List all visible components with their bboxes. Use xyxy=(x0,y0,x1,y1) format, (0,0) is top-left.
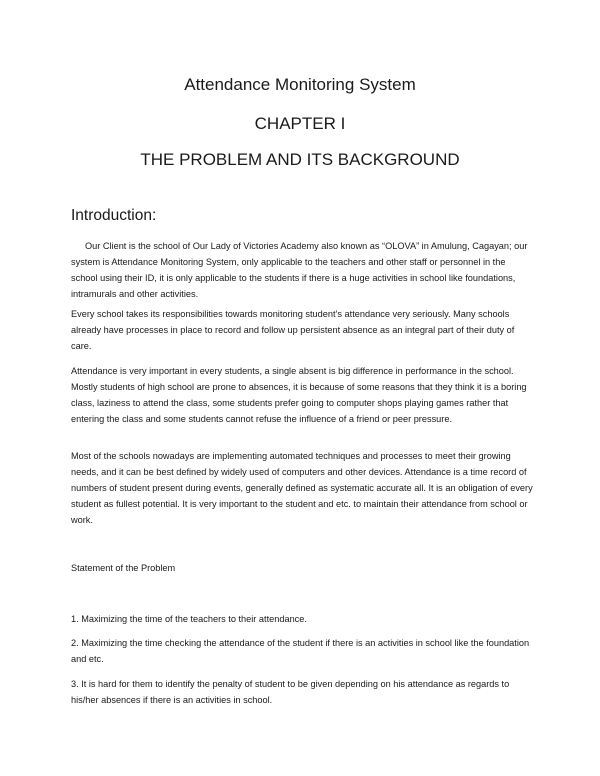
problem-item: 3. It is hard for them to identify the penalty of student to be given depending on his attendance as regards to his/her absences if there is an activities in school. xyxy=(71,679,510,705)
chapter-label: CHAPTER I xyxy=(254,114,346,133)
introduction-paragraph: Most of the schools nowadays are implementing automated techniques and processes to meet their growing needs, and it can be best defined by widely used of computers and other devices. Attendance is a time record of numbers of student present during events, generally defined as systematic accurate all. It is an obligation of every student as fullest potential. It is very important to the student and etc. to maintain their attendance from school or work. xyxy=(71,451,533,525)
chapter-title: THE PROBLEM AND ITS BACKGROUND xyxy=(140,150,460,169)
introduction-paragraph: Our Client is the school of Our Lady of Victories Academy also known as “OLOVA” in Amulung, Cagayan; our system is Attendance Monitoring System, only applicable to the teachers and other staff or personnel in the school using their ID, it is only applicable to the students if there is a huge activities in school like foundations, intramurals and other activities. xyxy=(71,241,528,299)
introduction-paragraph: Attendance is very important in every students, a single absent is big difference in performance in the school. Mostly students of high school are prone to absences, it is because of some reasons that they think it is a boring class, laziness to attend the class, some students prefer going to computer shops playing games rather that entering the class and some students cannot refuse the influence of a friend or peer pressure. xyxy=(71,366,527,424)
introduction-paragraph: Every school takes its responsibilities towards monitoring student’s attendance very seriously. Many schools already have processes in place to record and follow up persistent absence as an integral part of their duty of care. xyxy=(71,309,515,351)
introduction-heading: Introduction: xyxy=(71,207,157,224)
document-title: Attendance Monitoring System xyxy=(184,75,416,94)
problem-item: 2. Maximizing the time checking the attendance of the student if there is an activities in school like the foundation and etc. xyxy=(71,638,530,664)
statement-heading: Statement of the Problem xyxy=(71,563,176,573)
problem-item: 1. Maximizing the time of the teachers to their attendance. xyxy=(71,614,307,624)
